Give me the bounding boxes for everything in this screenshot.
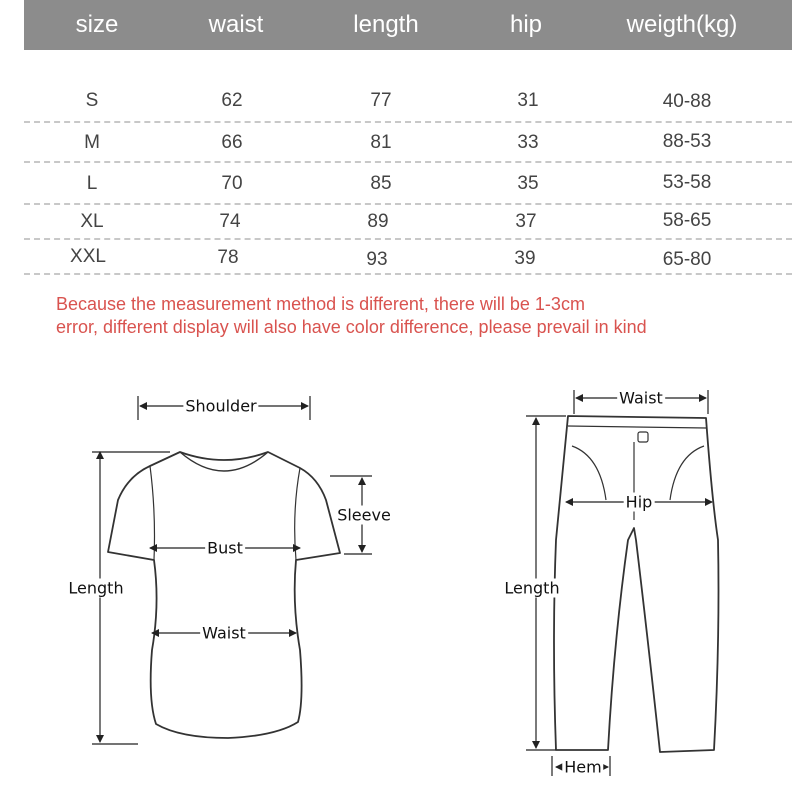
tshirt-sleeve-left [150,466,155,560]
cell-hip: 33 [517,132,539,153]
shoulder-label: Shoulder [185,396,257,416]
cell-hip: 35 [517,173,539,194]
header-size: size [75,11,119,38]
cell-hip: 39 [514,248,536,269]
header-waist: waist [208,11,264,38]
tshirt-waist-label: Waist [202,623,246,643]
cell-waist: 66 [221,132,243,153]
cell-size: S [85,90,99,111]
pants-hip-label: Hip [625,492,653,512]
cell-hip: 31 [517,90,539,111]
cell-length: 93 [366,249,388,270]
tshirt-collar [180,452,268,471]
note-line-2: error, different display will also have color difference, please prevail in kind [56,317,647,337]
header-weight: weigth(kg) [626,11,738,38]
cell-size: L [86,173,98,194]
pants-waist-label: Waist [619,388,663,408]
cell-waist: 70 [221,173,243,194]
cell-weight: 65-80 [662,249,712,270]
header-hip: hip [509,11,543,38]
cell-size: XXL [70,246,106,267]
cell-size: XL [80,211,104,232]
sleeve-label: Sleeve [337,505,391,525]
cell-hip: 37 [515,211,537,232]
cell-weight: 88-53 [662,131,712,152]
cell-waist: 78 [217,247,239,268]
pants-pocket-right [670,446,704,500]
tshirt-sleeve-right [295,468,300,560]
cell-waist: 74 [219,211,241,232]
pants-length-label: Length [504,578,560,598]
tshirt-length-label: Length [68,578,124,598]
tshirt-diagram [108,452,340,738]
bust-label: Bust [207,538,243,558]
pants-outline [554,416,719,752]
header-length: length [353,11,419,38]
cell-weight: 53-58 [662,172,712,193]
tshirt-outline [108,452,340,738]
cell-waist: 62 [221,90,243,111]
cell-size: M [84,132,100,153]
pants-waistband [568,426,706,428]
cell-length: 77 [370,90,392,111]
cell-length: 89 [367,211,389,232]
note-line-1: Because the measurement method is different, there will be 1-3cm [56,294,585,314]
pants-pocket-left [572,446,606,500]
cell-length: 81 [370,132,392,153]
pants-diagram [554,416,719,752]
cell-length: 85 [370,173,392,194]
pants-hem-label: Hem [564,757,602,777]
pants-button [638,432,648,442]
cell-weight: 58-65 [662,210,712,231]
cell-weight: 40-88 [662,91,712,112]
